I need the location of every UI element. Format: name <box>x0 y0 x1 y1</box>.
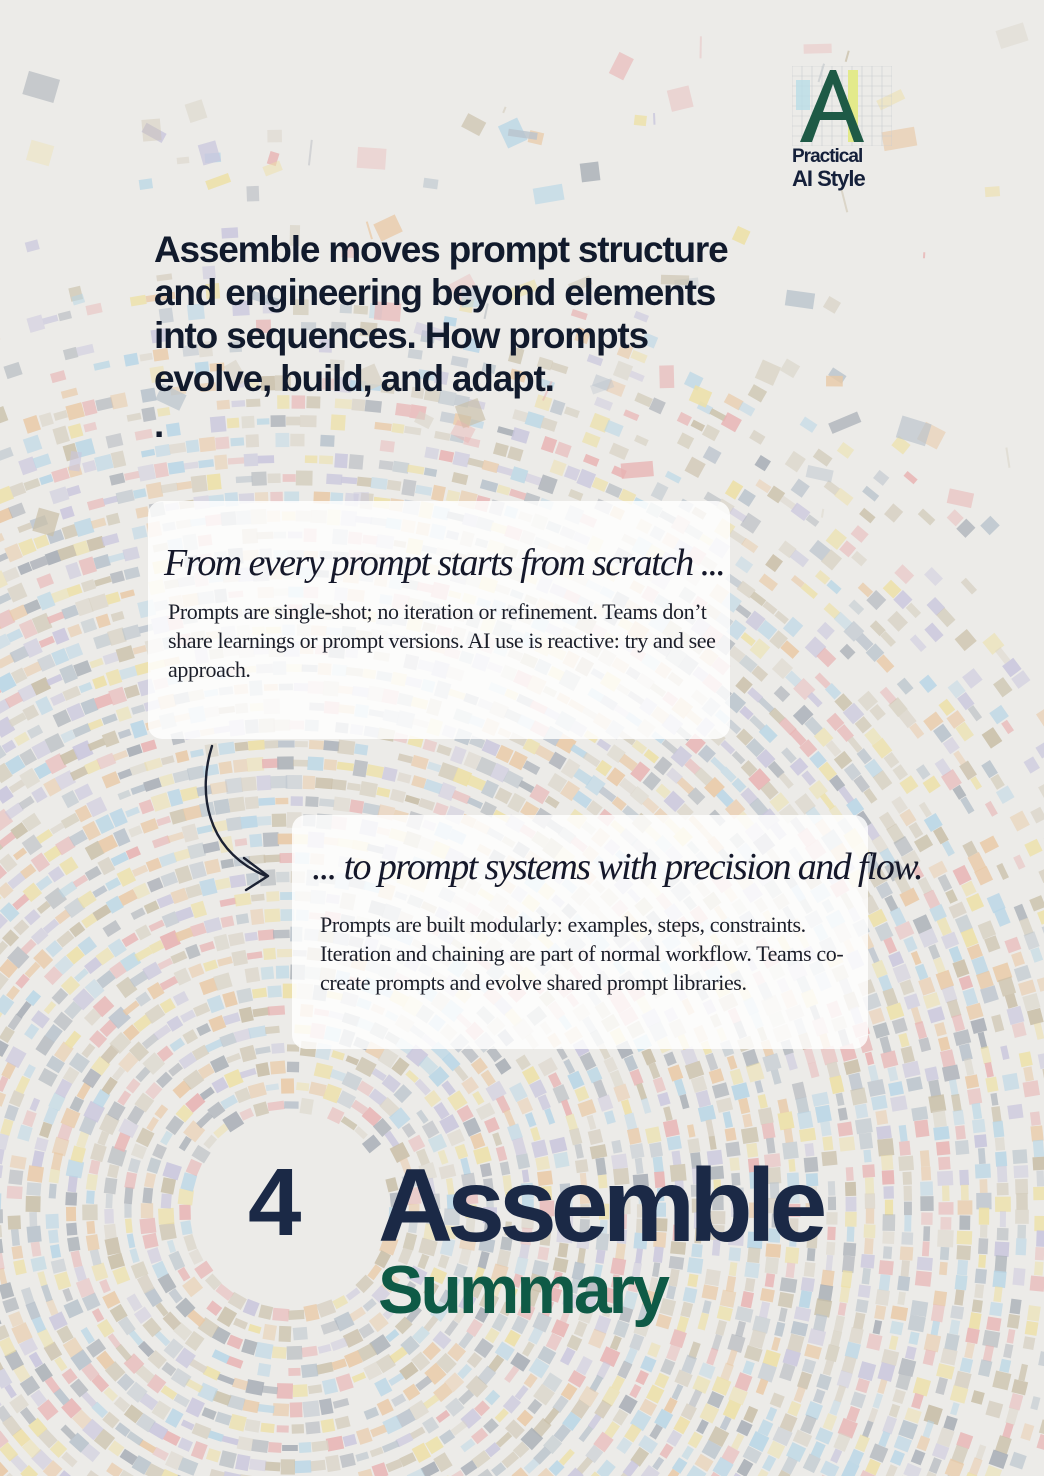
logo-line-ai-style: AI Style <box>792 166 865 191</box>
section-subtitle: Summary <box>378 1252 667 1328</box>
intro-headline: Assemble moves prompt structure and engineering beyond elements into sequences. How prompts evolve, build, and adapt. <box>154 229 728 399</box>
section-title: Assemble <box>378 1148 822 1264</box>
to-card <box>292 815 923 1049</box>
from-card-body: Prompts are single-shot; no iteration or refinement. Teams don’t share learnings or prompt versions. AI use is reactive: try and see approach. <box>168 599 716 682</box>
to-card-title: ... to prompt systems with precision and flow. <box>312 846 923 888</box>
section-number: 4 <box>248 1149 300 1256</box>
from-card <box>148 501 730 739</box>
intro-trailing-dot: . <box>154 404 165 445</box>
logo <box>788 64 898 194</box>
curved-arrow-icon <box>196 740 286 900</box>
ai-monogram-icon <box>792 66 892 146</box>
logo-line-practical: Practical <box>792 146 863 167</box>
from-card-title: From every prompt starts from scratch ... <box>164 542 725 584</box>
to-card-body: Prompts are built modularly: examples, steps, constraints. Iteration and chaining are part of normal workflow. Teams co-create prompts and evolve shared prompt libraries. <box>320 912 844 995</box>
